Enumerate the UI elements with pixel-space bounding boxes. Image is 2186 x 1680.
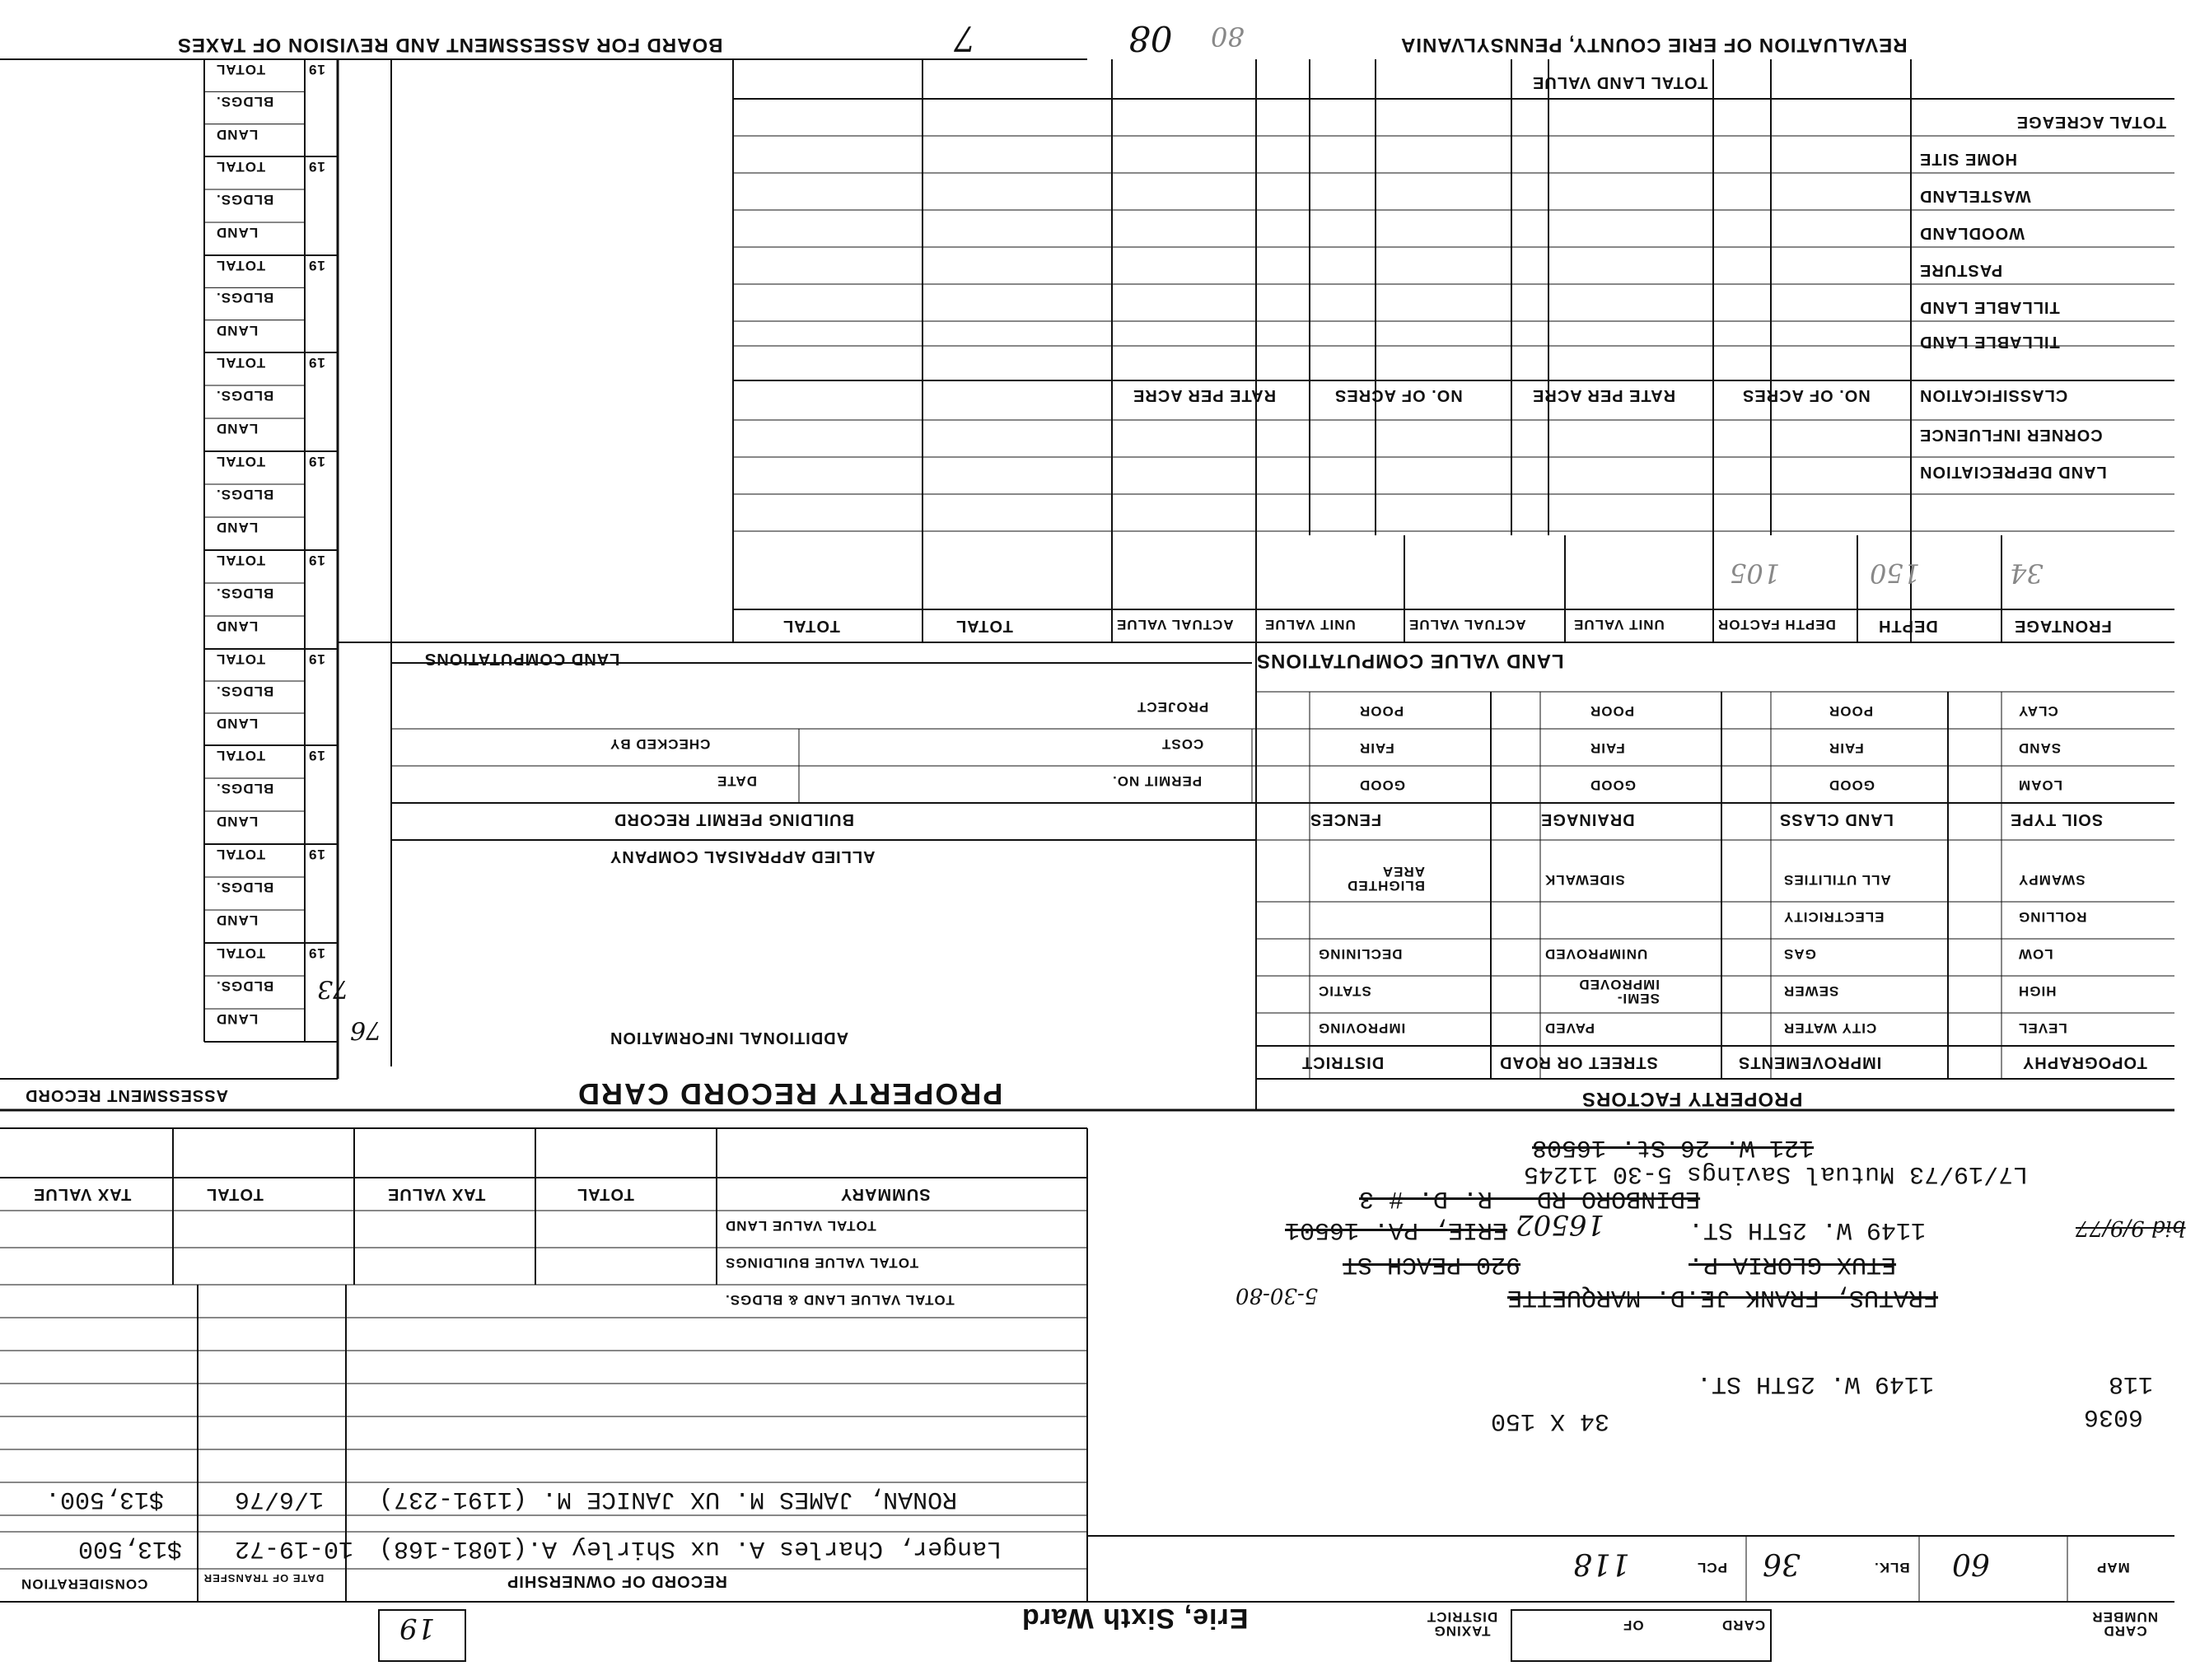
additional-info-label: ADDITIONAL INFORMATION bbox=[610, 1029, 849, 1047]
assess-bldgs-9: BLDGS. bbox=[216, 978, 274, 994]
assess-land-6: LAND bbox=[216, 716, 259, 731]
fences-good: GOOD bbox=[1359, 777, 1405, 793]
row-wasteland: WASTELAND bbox=[1919, 187, 2031, 205]
soil-sand: SAND bbox=[2018, 740, 2062, 756]
owner-record-1-date: 10-19-72 bbox=[235, 1534, 354, 1562]
parcel-address: 1149 W. 25TH ST. bbox=[1697, 1370, 1935, 1398]
summary-title: SUMMARY bbox=[840, 1185, 931, 1203]
street-unimproved: UNIMPROVED bbox=[1544, 946, 1648, 962]
owner-record-1-name: Langer, Charles A. ux Shirley A.(1081-168) bbox=[379, 1534, 1002, 1562]
owner-old-address: 920 PEACH ST bbox=[1343, 1250, 1521, 1278]
assess-total-4: TOTAL bbox=[216, 454, 266, 469]
addr-hw-date: bid 9/9/77 bbox=[2076, 1216, 2186, 1240]
summary-total-2: TOTAL bbox=[577, 1185, 634, 1203]
row-land-depreciation: LAND DEPRECIATION bbox=[1919, 463, 2107, 481]
consideration-col: CONSIDERATION bbox=[21, 1576, 148, 1592]
card-number-label: CARD NUMBER bbox=[2091, 1609, 2158, 1639]
owner-record-2-date: 1/6/76 bbox=[235, 1485, 325, 1513]
col-no-acres-1: NO. OF ACRES bbox=[1742, 386, 1871, 404]
land-class-header: LAND CLASS bbox=[1779, 810, 1894, 828]
fences-poor: POOR bbox=[1359, 703, 1404, 719]
improvements-header: IMPROVEMENTS bbox=[1738, 1053, 1882, 1071]
assess-land-3: LAND bbox=[216, 421, 259, 436]
col-rate-acre-1: RATE PER ACRE bbox=[1532, 386, 1676, 404]
district-header: DISTRICT bbox=[1301, 1053, 1385, 1071]
assess-bldgs-5: BLDGS. bbox=[216, 586, 274, 601]
date-label: DATE bbox=[717, 773, 758, 789]
mortgage-address: 121 W. 26 St. 16508 bbox=[1532, 1133, 1815, 1161]
assessment-record-title: ASSESSMENT RECORD bbox=[25, 1086, 229, 1104]
owner-current-address: 1149 W. 25TH ST. bbox=[1689, 1216, 1927, 1244]
improvement-sewer: SEWER bbox=[1783, 983, 1839, 999]
cost-label: COST bbox=[1161, 736, 1204, 752]
land-class-poor: POOR bbox=[1829, 703, 1874, 719]
allied-appraisal-label: ALLIED APPRAISAL COMPANY bbox=[610, 847, 876, 866]
improvement-all-utilities: ALL UTILITIES bbox=[1783, 872, 1891, 888]
col-depth: DEPTH bbox=[1878, 617, 1938, 635]
row-tillable-1: TILLABLE LAND bbox=[1919, 298, 2060, 316]
pcl-value: 118 bbox=[1573, 1547, 1630, 1580]
drainage-header: DRAINAGE bbox=[1540, 810, 1635, 828]
topography-rolling: ROLLING bbox=[2018, 909, 2087, 925]
blk-value: 36 bbox=[1763, 1547, 1801, 1580]
permit-no-label: PERMIT NO. bbox=[1112, 773, 1203, 789]
topography-header: TOPOGRAPHY bbox=[2022, 1053, 2147, 1071]
fences-header: FENCES bbox=[1310, 810, 1382, 828]
street-semi-improved: SEMI-IMPROVED bbox=[1578, 977, 1660, 1006]
assess-total-7: TOTAL bbox=[216, 748, 266, 763]
pcl-label: PCL bbox=[1697, 1560, 1727, 1575]
topography-swampy: SWAMPY bbox=[2018, 872, 2086, 888]
topography-high: HIGH bbox=[2018, 983, 2057, 999]
assess-total-5: TOTAL bbox=[216, 553, 266, 568]
row-corner-influence: CORNER INFLUENCE bbox=[1919, 426, 2103, 444]
topography-low: LOW bbox=[2018, 946, 2053, 962]
soil-clay: CLAY bbox=[2018, 703, 2058, 719]
mortgage-record: L7/19/73 Mutual Savings 5-30 11245 bbox=[1524, 1160, 2029, 1188]
assess-land-1: LAND bbox=[216, 225, 259, 240]
assess-bldgs-3: BLDGS. bbox=[216, 388, 274, 404]
owner-name-new: E.D. MARQUETTE bbox=[1507, 1283, 1716, 1311]
of-label: OF bbox=[1623, 1617, 1644, 1633]
drainage-poor: POOR bbox=[1590, 703, 1635, 719]
col-total-1: TOTAL bbox=[955, 617, 1013, 635]
assess-year-7: 19 bbox=[308, 748, 325, 763]
date-of-transfer-col: DATE OF TRANSFER bbox=[203, 1572, 325, 1584]
assess-year-5: 19 bbox=[308, 553, 325, 568]
stamp-08: 08 bbox=[1128, 18, 1173, 58]
depth-value: 150 bbox=[1870, 558, 1921, 589]
header-title-revaluation: REVALUATION OF ERIE COUNTY, PENNSYLVANIA bbox=[1400, 34, 1908, 56]
assess-land-8: LAND bbox=[216, 912, 259, 928]
district-declining: DECLINING bbox=[1318, 946, 1403, 962]
row-total-acreage: TOTAL ACREAGE bbox=[2016, 113, 2166, 131]
owner-record-1-cons: $13,500 bbox=[78, 1534, 183, 1562]
assess-bldgs-0: BLDGS. bbox=[216, 94, 274, 110]
card-label: CARD bbox=[1721, 1617, 1766, 1633]
assess-year-1: 19 bbox=[308, 159, 325, 175]
parcel-map-number: 6036 bbox=[2084, 1402, 2144, 1430]
assess-year-0: 19 bbox=[308, 62, 325, 77]
depth-factor-value: 105 bbox=[1730, 558, 1781, 589]
row-classification: CLASSIFICATION bbox=[1919, 386, 2068, 404]
row-tillable-2: TILLABLE LAND bbox=[1919, 333, 2060, 351]
summary-total-land-bldgs: TOTAL VALUE LAND & BLDGS. bbox=[725, 1292, 955, 1308]
col-actual-value-2: ACTUAL VALUE bbox=[1116, 617, 1234, 632]
land-class-good: GOOD bbox=[1829, 777, 1875, 793]
assess-bldgs-2: BLDGS. bbox=[216, 290, 274, 306]
improvement-gas: GAS bbox=[1783, 946, 1816, 962]
assess-year-8: 19 bbox=[308, 847, 325, 862]
taxing-district-value: Erie, Sixth Ward bbox=[1021, 1603, 1249, 1634]
map-label: MAP bbox=[2096, 1560, 2130, 1575]
row-woodland: WOODLAND bbox=[1919, 224, 2025, 242]
assess-bldgs-6: BLDGS. bbox=[216, 684, 274, 699]
blk-label: BLK. bbox=[1874, 1560, 1910, 1575]
total-land-value-label: TOTAL LAND VALUE bbox=[1532, 73, 1708, 91]
col-rate-acre-2: RATE PER ACRE bbox=[1133, 386, 1277, 404]
assess-total-3: TOTAL bbox=[216, 355, 266, 371]
assess-land-0: LAND bbox=[216, 126, 259, 142]
assess-total-8: TOTAL bbox=[216, 847, 266, 862]
addr-hw-zip: 16502 bbox=[1516, 1208, 1605, 1241]
building-permit-title: BUILDING PERMIT RECORD bbox=[614, 810, 854, 828]
assess-year-9: 19 bbox=[308, 945, 325, 961]
assess-land-7: LAND bbox=[216, 814, 259, 829]
property-record-card-title: PROPERTY RECORD CARD bbox=[577, 1077, 1003, 1111]
assess-total-1: TOTAL bbox=[216, 159, 266, 175]
soil-loam: LOAM bbox=[2018, 777, 2063, 793]
stamp-80: 80 bbox=[1211, 21, 1245, 52]
street-sidewalk: SIDEWALK bbox=[1544, 872, 1625, 888]
drainage-fair: FAIR bbox=[1590, 740, 1625, 756]
col-depth-factor: DEPTH FACTOR bbox=[1717, 617, 1836, 632]
parcel-pcl-number: 118 bbox=[2109, 1370, 2154, 1398]
summary-total-buildings: TOTAL VALUE BUILDINGS bbox=[725, 1255, 919, 1271]
owner-rd-address: EDINBORO RD - R. D. # 3 bbox=[1359, 1184, 1701, 1212]
land-computations-label: LAND COMPUTATIONS bbox=[424, 650, 620, 668]
assess-land-5: LAND bbox=[216, 618, 259, 634]
assess-total-9: TOTAL bbox=[216, 945, 266, 961]
assess-land-2: LAND bbox=[216, 322, 259, 338]
col-total-2: TOTAL bbox=[782, 617, 840, 635]
property-factors-title: PROPERTY FACTORS bbox=[1581, 1088, 1803, 1110]
assess-bldgs-1: BLDGS. bbox=[216, 192, 274, 208]
assess-year-6: 19 bbox=[308, 651, 325, 667]
owner-record-2-name: RONAN, JAMES M. UX JANICE M. (1191-237) bbox=[379, 1485, 958, 1513]
col-actual-value-1: ACTUAL VALUE bbox=[1408, 617, 1526, 632]
land-value-title: LAND VALUE COMPUTATIONS bbox=[1256, 650, 1564, 672]
parcel-lot-size: 34 X 150 bbox=[1491, 1407, 1610, 1435]
district-improving: IMPROVING bbox=[1318, 1020, 1406, 1036]
hw-year-76: 76 bbox=[350, 1015, 382, 1044]
map-value: 60 bbox=[1952, 1547, 1990, 1580]
taxing-district-label: TAXING DISTRICT bbox=[1426, 1609, 1498, 1639]
owner-etux: ETUX GLORIA P. bbox=[1689, 1250, 1897, 1278]
assess-total-0: TOTAL bbox=[216, 62, 266, 77]
checked-by-label: CHECKED BY bbox=[610, 736, 711, 752]
owner-record-2-cons: $13,500. bbox=[45, 1485, 165, 1513]
assess-total-2: TOTAL bbox=[216, 258, 266, 273]
hw-year-73: 73 bbox=[317, 974, 349, 1003]
land-class-fair: FAIR bbox=[1829, 740, 1864, 756]
street-header: STREET OR ROAD bbox=[1499, 1053, 1658, 1071]
fences-fair: FAIR bbox=[1359, 740, 1394, 756]
header-title-board: BOARD FOR ASSESSMENT AND REVISION OF TAXES bbox=[177, 34, 723, 56]
row-home-site: HOME SITE bbox=[1919, 150, 2018, 168]
drainage-good: GOOD bbox=[1590, 777, 1636, 793]
owner-name-old: FRATUS, FRANK J. bbox=[1701, 1283, 1939, 1311]
owner-new-date: 5-30-80 bbox=[1235, 1283, 1319, 1308]
owner-city: ERIE, PA. 16501 bbox=[1285, 1216, 1508, 1244]
assess-bldgs-7: BLDGS. bbox=[216, 781, 274, 796]
assess-land-4: LAND bbox=[216, 520, 259, 535]
col-frontage: FRONTAGE bbox=[2014, 617, 2112, 635]
assess-total-6: TOTAL bbox=[216, 651, 266, 667]
frontage-value: 34 bbox=[2010, 558, 2044, 589]
assess-bldgs-8: BLDGS. bbox=[216, 880, 274, 895]
assess-year-4: 19 bbox=[308, 454, 325, 469]
col-unit-value-1: UNIT VALUE bbox=[1573, 617, 1665, 632]
assess-bldgs-4: BLDGS. bbox=[216, 487, 274, 502]
summary-tax-value-2: TAX VALUE bbox=[387, 1185, 486, 1203]
assess-year-3: 19 bbox=[308, 355, 325, 371]
topography-level: LEVEL bbox=[2018, 1020, 2067, 1036]
col-no-acres-2: NO. OF ACRES bbox=[1334, 386, 1463, 404]
ownership-title: RECORD OF OWNERSHIP bbox=[507, 1572, 727, 1590]
summary-tax-value-1: TAX VALUE bbox=[33, 1185, 132, 1203]
summary-total-1: TOTAL bbox=[206, 1185, 264, 1203]
district-box-number: 19 bbox=[399, 1612, 436, 1645]
improvement-electricity: ELECTRICITY bbox=[1783, 909, 1885, 925]
district-blighted: BLIGHTED AREA bbox=[1347, 864, 1425, 894]
soil-type-header: SOIL TYPE bbox=[2010, 810, 2104, 828]
row-pasture: PASTURE bbox=[1919, 261, 2003, 279]
assess-year-2: 19 bbox=[308, 258, 325, 273]
stamp-7: 7 bbox=[954, 18, 976, 58]
improvement-city-water: CITY WATER bbox=[1783, 1020, 1877, 1036]
assess-land-9: LAND bbox=[216, 1011, 259, 1027]
district-static: STATIC bbox=[1318, 983, 1371, 999]
project-label: PROJECT bbox=[1137, 699, 1209, 715]
col-unit-value-2: UNIT VALUE bbox=[1264, 617, 1356, 632]
street-paved: PAVED bbox=[1544, 1020, 1595, 1036]
summary-total-land: TOTAL VALUE LAND bbox=[725, 1218, 876, 1234]
